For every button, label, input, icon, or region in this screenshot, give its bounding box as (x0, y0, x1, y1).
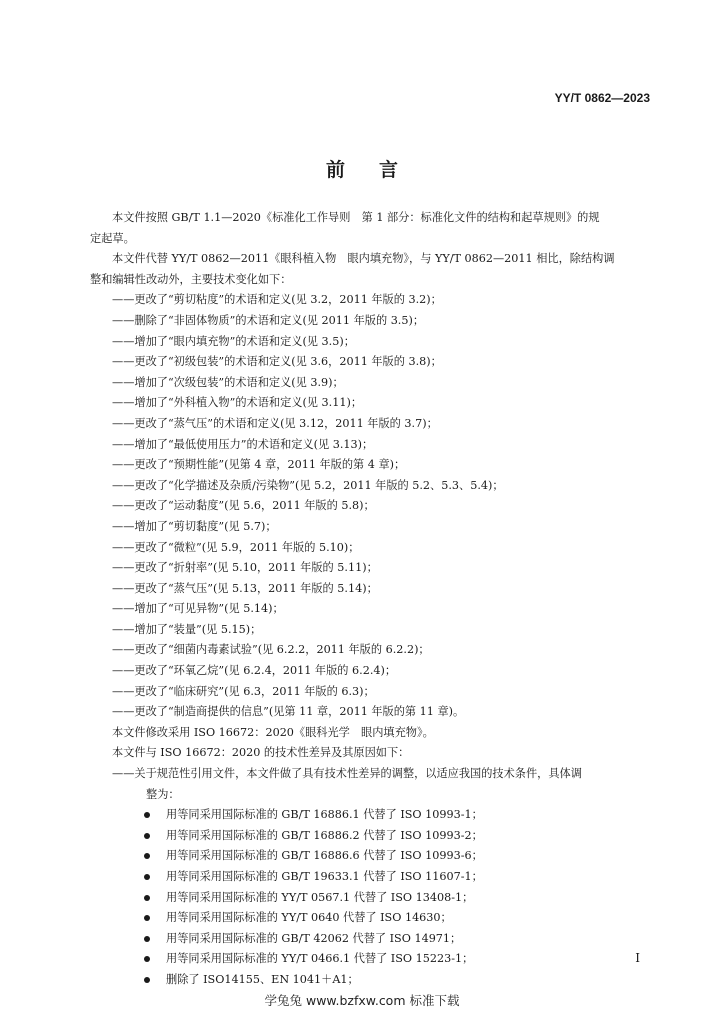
change-item: ——更改了“临床研究”(见 6.3，2011 年版的 6.3)； (112, 684, 375, 698)
change-item: ——更改了“化学描述及杂质/污染物”(见 5.2，2011 年版的 5.2、5.3、5.4)； (112, 478, 504, 492)
bullet-text: 用等同采用国际标准的 GB/T 16886.6 代替了 ISO 10993-6； (166, 849, 483, 863)
bullet-item (90, 867, 650, 888)
change-item: ——更改了“细菌内毒素试验”(见 6.2.2，2011 年版的 6.2.2)； (112, 643, 430, 657)
differences-intro: 本文件与 ISO 16672：2020 的技术性差异及其原因如下： (112, 746, 410, 760)
bullet-dot-icon (144, 936, 150, 942)
change-item: ——增加了“外科植入物”的术语和定义(见 3.11)； (112, 396, 363, 410)
page-number: I (635, 951, 640, 965)
page-title: 前言 (325, 159, 432, 181)
change-item: ——增加了“最低使用压力”的术语和定义(见 3.13)； (112, 437, 374, 451)
intro-paragraph-1: 本文件按照 GB/T 1.1—2020《标准化工作导则 第 1 部分：标准化文件的结构和起草规则》的规 (112, 211, 600, 224)
change-item: ——增加了“剪切黏度”(见 5.7)； (112, 519, 277, 533)
bullet-item (90, 908, 650, 929)
standard-code: YY/T 0862—2023 (554, 91, 650, 105)
difference-item: ——关于规范性引用文件，本文件做了具有技术性差异的调整，以适应我国的技术条件，具体调 (112, 767, 582, 781)
bullet-dot-icon (144, 874, 150, 880)
bullet-item (90, 888, 650, 909)
bullet-text: 用等同采用国际标准的 YY/T 0466.1 代替了 ISO 15223-1； (166, 952, 474, 966)
change-item: ——更改了“折射率”(见 5.10，2011 年版的 5.11)； (112, 561, 378, 575)
changes-list (90, 290, 650, 722)
bullet-text: 用等同采用国际标准的 YY/T 0567.1 代替了 ISO 13408-1； (166, 890, 474, 904)
change-item: ——更改了“运动黏度”(见 5.6，2011 年版的 5.8)； (112, 499, 375, 513)
change-item: ——更改了“蒸气压”(见 5.13，2011 年版的 5.14)； (112, 581, 378, 595)
intro-paragraph-2: 本文件代替 YY/T 0862—2011《眼科植入物 眼内填充物》，与 YY/T 0862—2011 相比，除结构调 (112, 252, 615, 266)
bullet-text: 用等同采用国际标准的 GB/T 42062 代替了 ISO 14971； (166, 931, 462, 945)
change-item: ——更改了“微粒”(见 5.9，2011 年版的 5.10)； (112, 540, 360, 554)
change-item: ——增加了“可见异物”(见 5.14)； (112, 602, 284, 616)
intro-paragraph-2-cont: 整和编辑性改动外，主要技术变化如下： (90, 272, 292, 286)
change-item: ——更改了“剪切粘度”的术语和定义(见 3.2，2011 年版的 3.2)； (112, 293, 442, 307)
bullet-list (90, 805, 650, 990)
bullet-text: 用等同采用国际标准的 GB/T 16886.1 代替了 ISO 10993-1； (166, 808, 483, 822)
change-item: ——更改了“预期性能”(见第 4 章，2011 年版的第 4 章)； (112, 458, 406, 472)
bullet-dot-icon (144, 977, 150, 983)
bullet-item (90, 929, 650, 950)
bullet-dot-icon (144, 833, 150, 839)
change-item: ——删除了“非固体物质”的术语和定义(见 2011 年版的 3.5)； (112, 313, 425, 327)
change-item: ——更改了“制造商提供的信息”(见第 11 章，2011 年版的第 11 章)。 (112, 705, 465, 719)
bullet-text: 用等同采用国际标准的 GB/T 19633.1 代替了 ISO 11607-1； (166, 870, 483, 883)
bullet-text: 删除了 ISO14155、EN 1041＋A1； (166, 972, 359, 986)
bullet-item (90, 805, 650, 826)
change-item: ——增加了“装量”(见 5.15)； (112, 622, 262, 636)
bullet-text: 用等同采用国际标准的 YY/T 0640 代替了 ISO 14630； (166, 911, 452, 925)
bullet-item (90, 949, 650, 970)
change-item: ——增加了“眼内填充物”的术语和定义(见 3.5)； (112, 334, 355, 348)
change-item: ——更改了“蒸气压”的术语和定义(见 3.12，2011 年版的 3.7)； (112, 416, 438, 430)
bullet-dot-icon (144, 895, 150, 901)
bullet-item (90, 826, 650, 847)
adoption-statement: 本文件修改采用 ISO 16672：2020《眼科光学 眼内填充物》。 (112, 725, 434, 739)
difference-item-cont: 整为： (146, 787, 180, 801)
document-body (90, 208, 650, 991)
intro-paragraph-1-cont: 定起草。 (90, 231, 135, 245)
footer-watermark: 学兔兔 www.bzfxw.com 标准下载 (264, 993, 460, 1008)
bullet-item (90, 970, 650, 991)
change-item: ——增加了“次级包装”的术语和定义(见 3.9)； (112, 375, 344, 389)
change-item: ——更改了“环氧乙烷”(见 6.2.4，2011 年版的 6.2.4)； (112, 664, 397, 678)
bullet-item (90, 846, 650, 867)
change-item: ——更改了“初级包装”的术语和定义(见 3.6，2011 年版的 3.8)； (112, 355, 442, 369)
bullet-text: 用等同采用国际标准的 GB/T 16886.2 代替了 ISO 10993-2； (166, 828, 483, 842)
